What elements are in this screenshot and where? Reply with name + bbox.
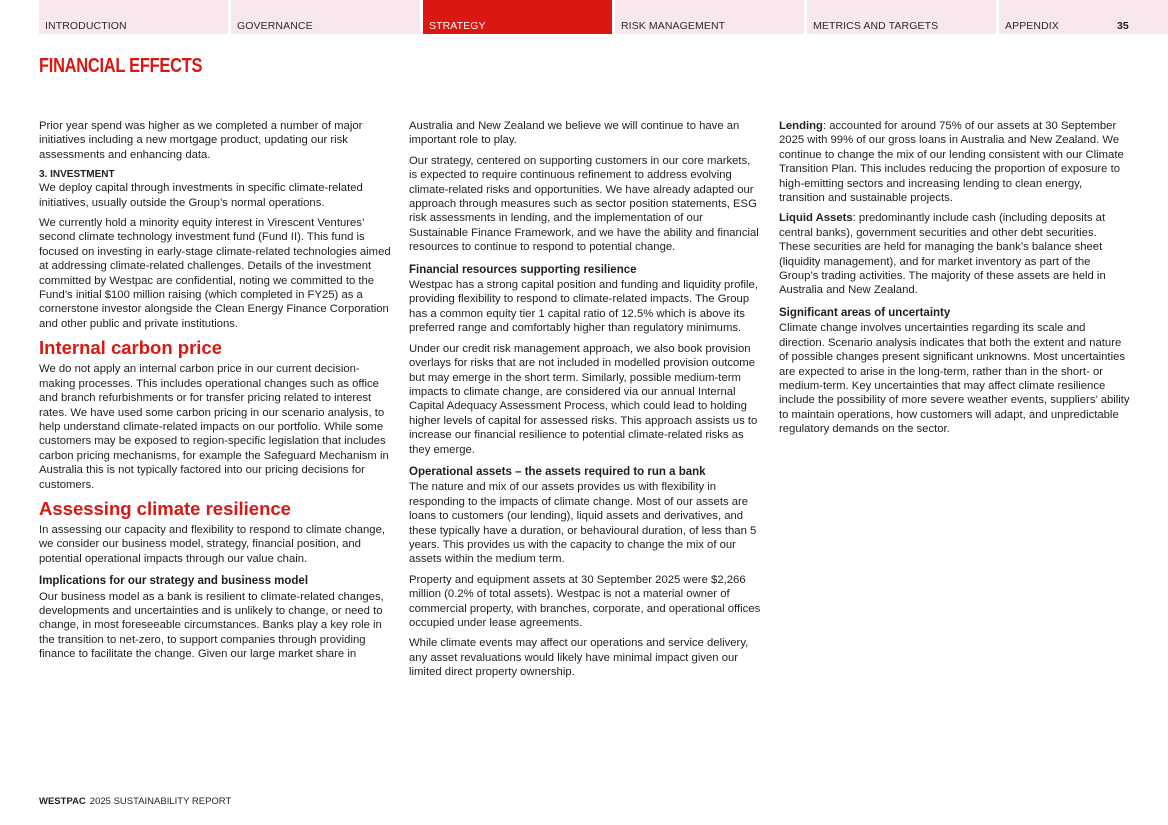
property-assets-paragraph: Property and equipment assets at 30 September 2025 were $2,266 million (0.2% of total assets). Westpac is not a material owner of commercial property, with branches, corporate, and operational offices occupied under lease agreements. xyxy=(409,573,761,629)
operational-assets-heading: Operational assets – the assets required to run a bank xyxy=(409,465,706,478)
tab-appendix[interactable] xyxy=(999,0,1168,34)
prior-year-paragraph: Prior year spend was higher as we completed a number of major initiatives including a new mortgage product, updating our risk assessments and enhancing data. xyxy=(39,120,363,161)
carbon-price-paragraph: We do not apply an internal carbon price in our current decision-making processes. This includes operational changes such as office and branch refurbishments or for transfer pricing related to interest rates. We have used some carbon pricing in our scenario analysis, to help understand climate-related impacts on our portfolio. While some customers may be exposed to region-specific legislation that includes carbon pricing mechanisms, for example the Safeguard Mechanism in Australia this is not typically factored into our pricing decisions for customers. xyxy=(39,363,389,491)
tab-risk-management[interactable] xyxy=(615,0,804,34)
lending-paragraph xyxy=(779,119,1131,205)
capital-position-paragraph: Westpac has a strong capital position and funding and liquidity profile, providing flexibility to respond to climate-related impacts. The Group has a common equity tier 1 capital ratio of 12.5% which is above its preferred range and comfortably higher than regulatory minimums. xyxy=(409,279,758,335)
lending-label: Lending xyxy=(779,120,823,132)
credit-risk-paragraph: Under our credit risk management approach, we also book provision overlays for risks that are not included in modelled provision outcome but may emerge in the short term. Similarly, possible medium-term impacts to climate change, are considered via our annual Internal Capital Adequacy Assessment Process, which could lead to holding higher levels of capital for assessed risks. This approach assists us to increase our financial resilience to potential climate-related risks as they emerge. xyxy=(409,342,758,456)
section-title: FINANCIAL EFFECTS xyxy=(39,55,203,77)
assessing-climate-resilience-heading: Assessing climate resilience xyxy=(39,497,291,519)
footer-report-title: 2025 SUSTAINABILITY REPORT xyxy=(89,796,232,807)
climate-events-paragraph: While climate events may affect our operations and service delivery, any asset revaluations would likely have minimal impact given our limited direct property ownership. xyxy=(409,637,749,679)
liquid-assets-label: Liquid Assets xyxy=(779,212,853,225)
tab-governance-label: GOVERNANCE xyxy=(237,20,313,32)
column-right xyxy=(779,119,1131,443)
financial-resources-heading: Financial resources supporting resilience xyxy=(409,263,637,276)
lending-text: : accounted for around 75% of our assets at 30 September 2025 with 99% of our gross loans in Australia and New Zealand. We continue to change the mix of our lending consistent with our Climate Transition Plan. This includes reducing the proportion of exposure to high-emitting sectors and increasing lending to clean energy, transition and sustainable projects. xyxy=(779,120,1124,205)
tab-metrics-and-targets[interactable] xyxy=(807,0,996,34)
footer-brand: WESTPAC xyxy=(39,796,86,807)
column-left xyxy=(39,119,391,668)
asset-mix-paragraph: The nature and mix of our assets provides us with flexibility in responding to the impacts of climate change. Most of our assets are loans to customers (our lending), liquid assets and derivatives, and these typically have a duration, or behavioural duration, of less than 5 years. This provides us with the capacity to change the mix of our assets within the medium term. xyxy=(409,481,757,566)
footer xyxy=(39,796,231,807)
tab-strategy[interactable] xyxy=(423,0,612,34)
investment-heading: 3. INVESTMENT xyxy=(39,169,115,181)
market-role-paragraph: Australia and New Zealand we believe we will continue to have an important role to play. xyxy=(409,120,740,147)
tab-governance[interactable] xyxy=(231,0,420,34)
implications-heading: Implications for our strategy and business model xyxy=(39,575,309,588)
column-middle xyxy=(409,119,761,686)
tab-risk-management-label: RISK MANAGEMENT xyxy=(621,20,726,32)
business-model-paragraph: Our business model as a bank is resilient to climate-related changes, developments and uncertainties and is unlikely to change, or need to change, in most foreseeable circumstances. Banks play a key role in the transition to net-zero, to support companies through providing finance to facilitate the change. Given our large market share in xyxy=(39,590,384,661)
tab-introduction[interactable] xyxy=(39,0,228,34)
tab-metrics-and-targets-label: METRICS AND TARGETS xyxy=(813,20,939,32)
resilience-paragraph: In assessing our capacity and flexibility to respond to climate change, we consider our business model, strategy, financial position, and potential operational impacts through our value chain. xyxy=(39,523,386,565)
uncertainty-paragraph: Climate change involves uncertainties regarding its scale and direction. Scenario analysis indicates that both the extent and nature of possible changes present significant unknowns. Most uncertainties are expected to arise in the long-term, rather than in the short- or medium-term. Key uncertainties that may affect climate resilience include the possibility of more severe weather events, suppliers’ ability to maintain operations, how customers will adapt, and unpredictable regulatory demands on the sector. xyxy=(779,322,1130,436)
liquid-assets-paragraph xyxy=(779,211,1131,297)
tab-appendix-label: APPENDIX xyxy=(1005,20,1059,32)
tab-strategy-label: STRATEGY xyxy=(429,20,486,32)
tab-introduction-label: INTRODUCTION xyxy=(45,20,127,32)
internal-carbon-price-heading: Internal carbon price xyxy=(39,337,222,359)
virescent-paragraph: We currently hold a minority equity interest in Virescent Ventures’ second climate technology investment fund (Fund II). This fund is focused on investing in early-stage climate-related technologies aimed at addressing climate-related challenges. Details of the investment committed by Westpac are confidential, noting we committed to the Fund’s initial $100 million raising (which completed in FY25) as a cornerstone investor alongside the Clean Energy Finance Corporation and other public and private institutions. xyxy=(39,217,391,330)
uncertainty-heading: Significant areas of uncertainty xyxy=(779,306,951,319)
page-number: 35 xyxy=(1117,20,1129,32)
top-navigation xyxy=(39,0,1168,34)
investment-paragraph: We deploy capital through investments in specific climate-related initiatives, usually outside the Group’s normal operations. xyxy=(39,182,363,209)
strategy-paragraph: Our strategy, centered on supporting customers in our core markets, is expected to require continuous refinement to address evolving climate-related risks and opportunities. We have already adapted our approach through measures such as sector position statements, ESG risk assessments in lending, and the implementation of our Sustainable Finance Framework, and we have the ability and financial resources to continue to respond to potential change. xyxy=(409,154,759,254)
liquid-assets-text: : predominantly include cash (including deposits at central banks), government securities and other debt securities. These securities are held for managing the bank’s balance sheet (liquidity management), and for market inventory as part of the Group’s trading activities. The majority of these assets are held in Australia and New Zealand. xyxy=(779,212,1106,297)
